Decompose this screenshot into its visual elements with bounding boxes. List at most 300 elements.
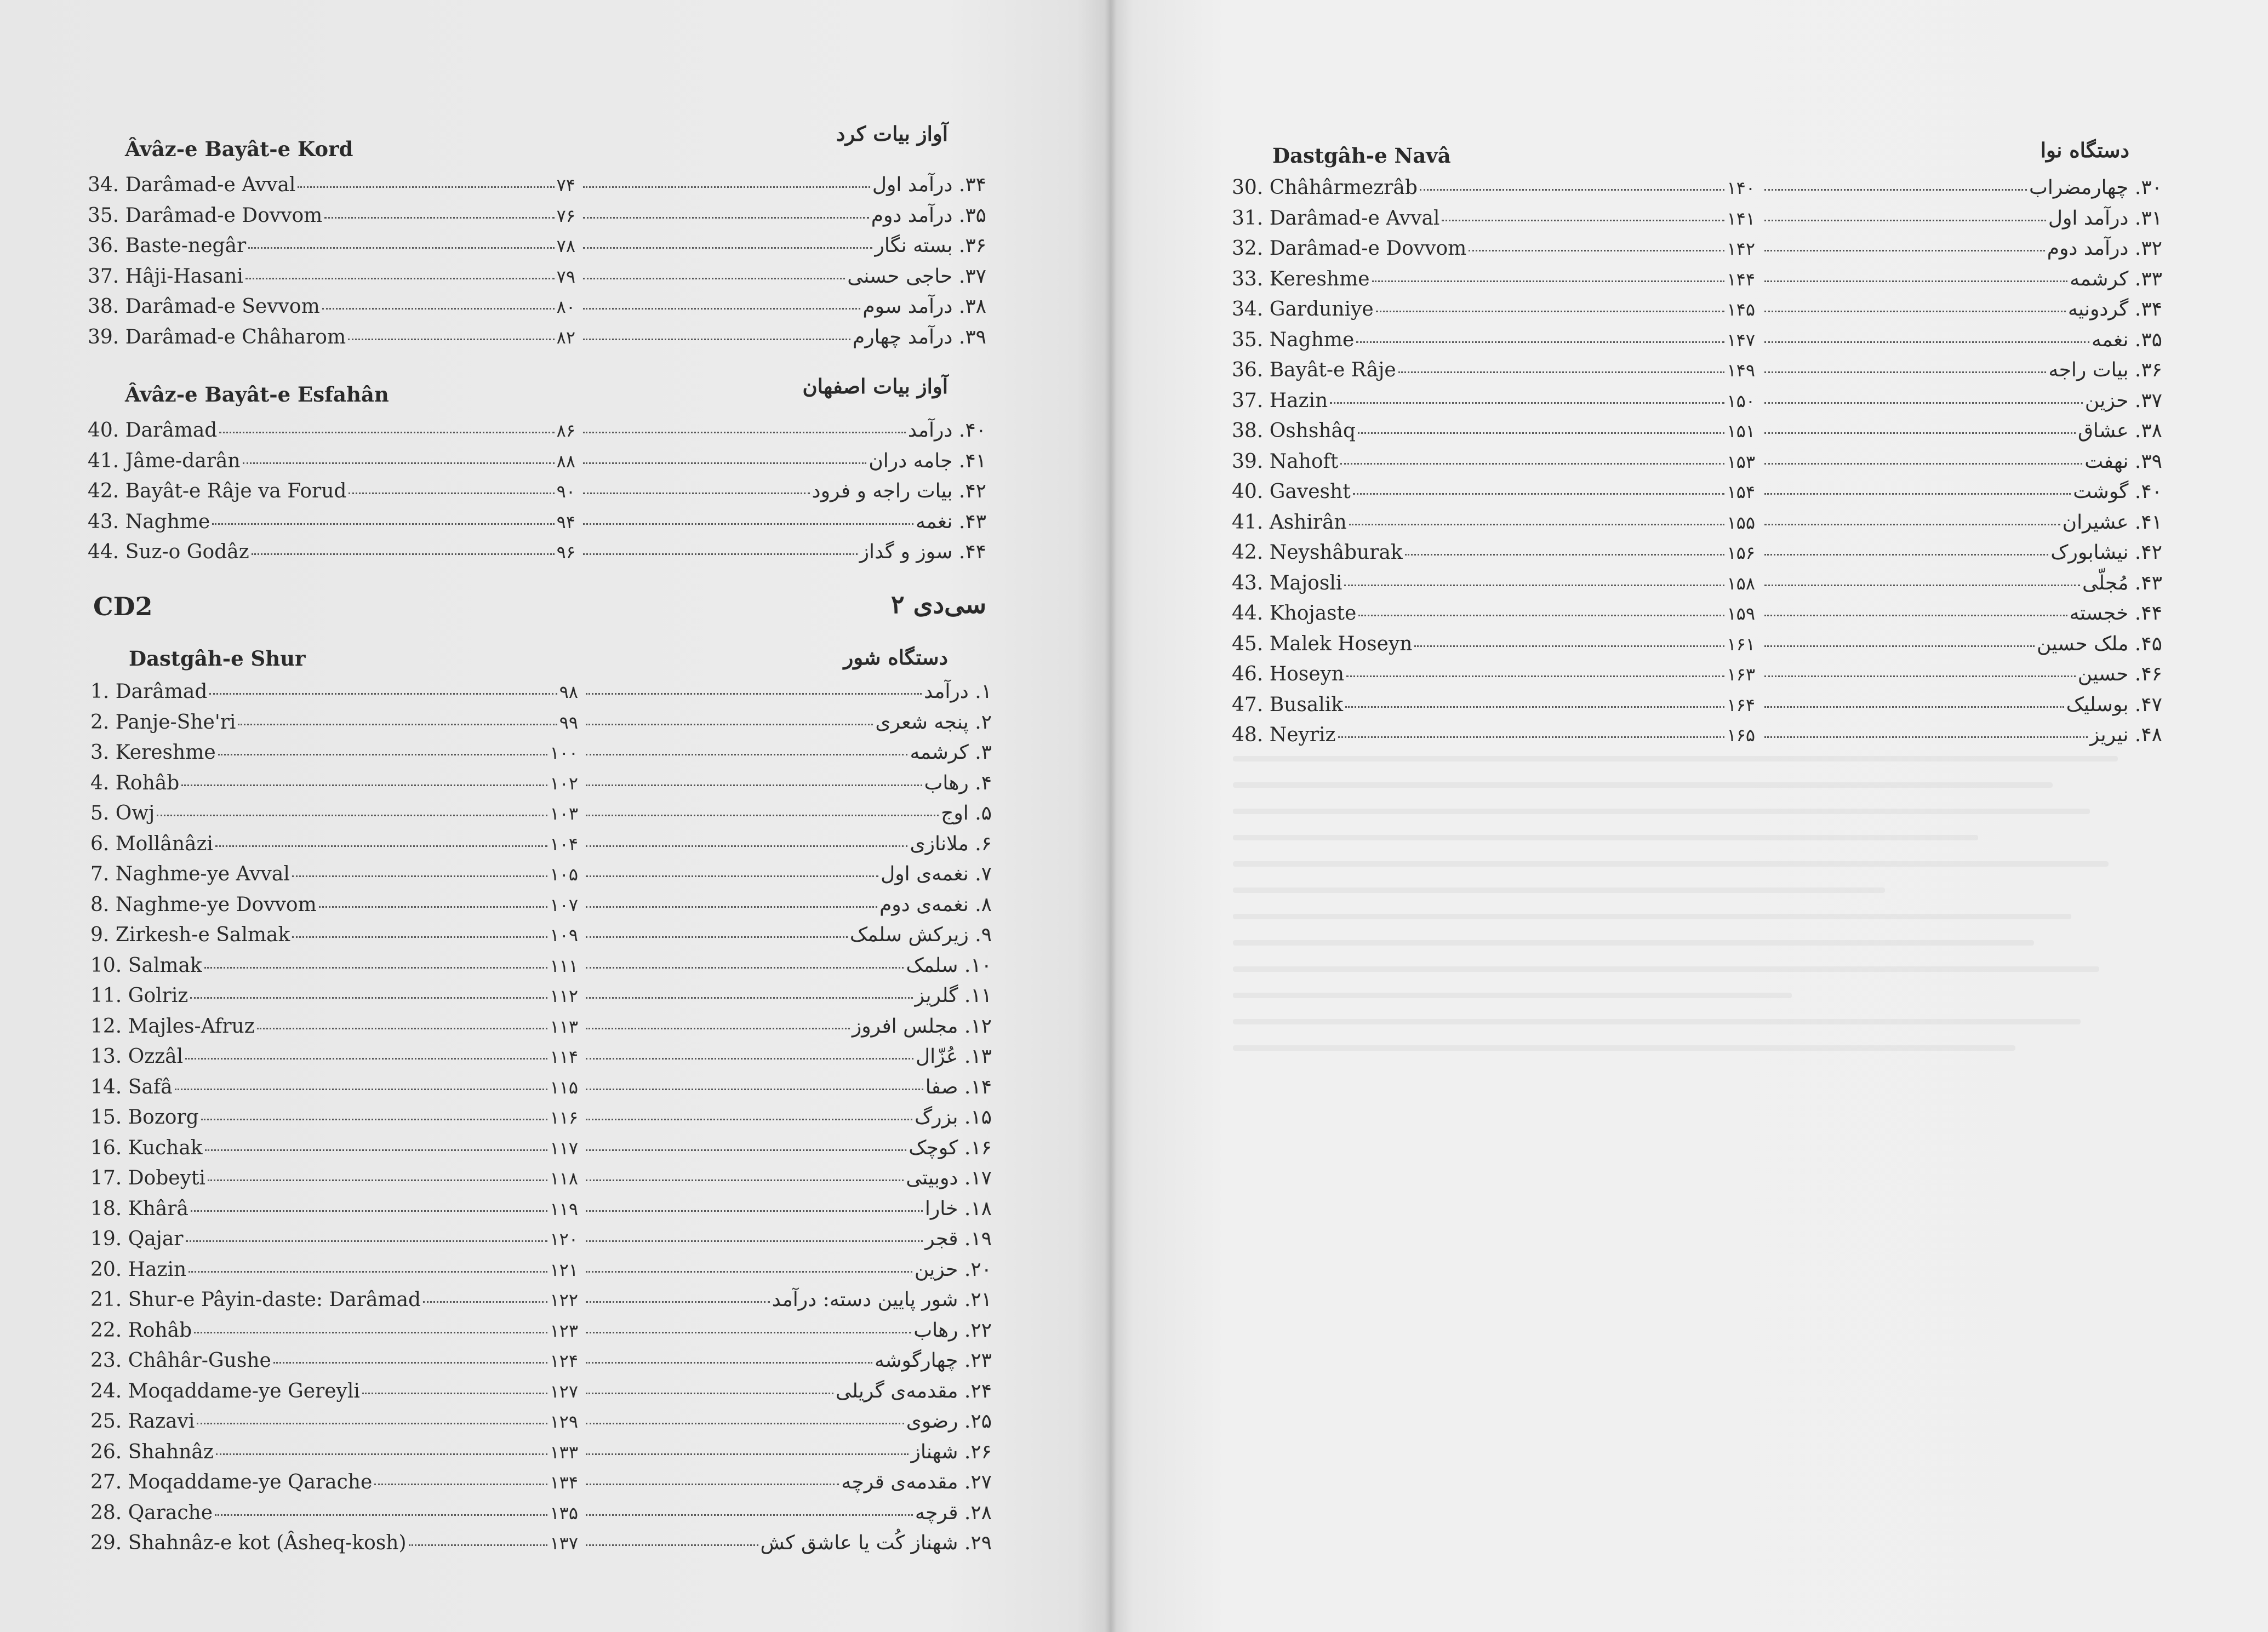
dot-leader (1372, 280, 1725, 282)
dot-leader (583, 493, 810, 494)
dot-leader (205, 1149, 548, 1151)
section-heading-persian: دستگاه شور (843, 645, 948, 669)
toc-entry (584, 1376, 992, 1407)
toc-entry (88, 446, 575, 477)
toc-entry (88, 322, 575, 353)
toc-entry (90, 677, 578, 707)
toc-entry-page: ۸۲ (556, 327, 575, 348)
toc-entry-page: ۱۱۴ (550, 1046, 578, 1067)
dot-leader (175, 1089, 548, 1090)
dot-leader (322, 308, 555, 310)
toc-entry (90, 1376, 578, 1407)
toc-entry-title: ۱. درآمد (924, 680, 992, 703)
toc-entry (90, 890, 578, 920)
toc-entry (581, 291, 986, 322)
dot-leader (1764, 554, 2048, 556)
toc-entry-title: 23. Châhâr-Gushe (90, 1349, 271, 1372)
toc-entry-title: 39. Nahoft (1232, 450, 1339, 473)
toc-entry (90, 920, 578, 950)
toc-entry-title: 32. Darâmad-e Dovvom (1232, 237, 1467, 260)
toc-entry-title: ۳۷. حاجی حسنی (847, 265, 986, 288)
dot-leader (257, 1028, 548, 1029)
toc-entry-title: ۳۷. حزین (2084, 389, 2162, 412)
toc-entry-title: ۳۸. درآمد سوم (862, 295, 986, 318)
dot-leader (212, 523, 554, 525)
toc-entry-title: ۴. رهاب (924, 771, 992, 794)
toc-entry (1232, 598, 1755, 629)
toc-entry (584, 829, 992, 860)
dot-leader (191, 1210, 548, 1212)
toc-entry (581, 415, 986, 446)
dot-leader (1469, 250, 1724, 251)
toc-entry (584, 1041, 992, 1072)
toc-entry-title: 37. Hâji-Hasani (88, 265, 243, 288)
dot-leader (1344, 585, 1724, 586)
dot-leader (1764, 220, 2046, 221)
toc-entry (584, 1315, 992, 1346)
toc-entry-title: 33. Kereshme (1232, 267, 1370, 290)
toc-entry-page: ۱۵۶ (1727, 542, 1755, 563)
toc-entry-page: ۱۰۴ (550, 833, 578, 855)
toc-entry-title: ۴۴. سوز و گداز (859, 541, 986, 563)
toc-entry (1232, 477, 1755, 507)
toc-persian-list (581, 170, 986, 352)
toc-entry-title: 40. Gavesht (1232, 480, 1351, 503)
toc-entry (584, 859, 992, 890)
toc-entry-page: ۱۳۵ (550, 1502, 578, 1524)
toc-entry-page: ۱۰۹ (550, 925, 578, 946)
toc-entry (1762, 659, 2162, 690)
toc-entry (90, 1133, 578, 1164)
dot-leader (185, 1058, 547, 1060)
toc-entry-title: 35. Darâmad-e Dovvom (88, 204, 323, 227)
toc-entry-title: 16. Kuchak (90, 1136, 203, 1159)
dot-leader (586, 1484, 839, 1485)
toc-latin-list (90, 677, 578, 1559)
dot-leader (583, 339, 850, 340)
dot-leader (586, 1514, 913, 1516)
toc-entry-page: ۱۶۱ (1727, 633, 1755, 655)
dot-leader (349, 493, 554, 494)
toc-entry (584, 768, 992, 799)
dot-leader (586, 1271, 912, 1273)
toc-entry (90, 798, 578, 829)
toc-persian-list (581, 415, 986, 568)
toc-entry (584, 920, 992, 950)
toc-entry (88, 201, 575, 231)
toc-entry-title: ۳۱. درآمد اول (2048, 207, 2162, 230)
toc-entry (1762, 264, 2162, 295)
toc-entry-title: ۳۸. عشاق (2077, 420, 2162, 442)
dot-leader (215, 845, 547, 847)
toc-entry (1232, 294, 1755, 325)
toc-entry (90, 1528, 578, 1559)
toc-entry-title: 36. Baste-negâr (88, 234, 247, 257)
dot-leader (586, 1028, 850, 1029)
dot-leader (1764, 585, 2080, 586)
toc-entry-page: ۱۵۹ (1727, 603, 1755, 624)
dot-leader (194, 1332, 547, 1333)
dot-leader (1764, 463, 2082, 465)
dot-leader (586, 754, 907, 755)
dot-leader (423, 1301, 547, 1303)
toc-entry (1762, 203, 2162, 234)
toc-entry-title: 18. Khârâ (90, 1197, 188, 1220)
toc-entry-title: 34. Garduniye (1232, 298, 1374, 320)
toc-entry-title: 22. Rohâb (90, 1319, 192, 1342)
toc-entry-title: ۱۹. قجر (925, 1228, 992, 1250)
dot-leader (1338, 736, 1725, 738)
toc-entry-title: ۶. ملانازی (910, 832, 992, 855)
toc-entry (1232, 264, 1755, 295)
toc-entry-title: 11. Golriz (90, 984, 188, 1007)
dot-leader (1398, 371, 1725, 373)
toc-entry-title: 39. Darâmad-e Châharom (88, 325, 346, 348)
toc-entry (584, 798, 992, 829)
toc-entry-page: ۱۴۴ (1727, 268, 1755, 290)
toc-entry (90, 1467, 578, 1498)
toc-entry-page: ۱۱۶ (550, 1107, 578, 1128)
dot-leader (586, 936, 848, 938)
toc-entry-title: ۴۵. ملک حسین (2036, 632, 2162, 655)
toc-entry-page: ۱۴۷ (1727, 329, 1755, 351)
toc-entry-title: 17. Dobeyti (90, 1167, 205, 1189)
dot-leader (219, 432, 554, 433)
toc-entry-page: ۱۱۹ (550, 1198, 578, 1219)
toc-entry-title: ۴۷. بوسلیک (2066, 693, 2162, 716)
toc-entry (90, 707, 578, 738)
dot-leader (586, 1119, 912, 1120)
toc-entry-title: 8. Naghme-ye Dovvom (90, 893, 317, 916)
dot-leader (586, 1179, 904, 1181)
toc-entry (584, 1285, 992, 1315)
toc-entry-title: ۳۶. بیات راجه (2048, 359, 2162, 381)
dot-leader (208, 1179, 548, 1181)
toc-entry-title: 3. Kereshme (90, 741, 216, 764)
dot-leader (1340, 463, 1724, 465)
toc-entry (90, 1224, 578, 1255)
toc-entry (1762, 294, 2162, 325)
toc-persian-list (584, 677, 992, 1559)
toc-entry-page: ۱۲۹ (550, 1411, 578, 1432)
toc-entry (584, 1437, 992, 1468)
toc-entry-page: ۸۶ (556, 420, 575, 441)
toc-entry-page: ۱۰۳ (550, 803, 578, 824)
toc-entry-title: 42. Neyshâburak (1232, 541, 1403, 564)
toc-entry-page: ۷۹ (556, 266, 575, 287)
toc-entry-title: ۲۷. مقدمه‌ی قرچه (841, 1471, 992, 1493)
dot-leader (324, 217, 554, 219)
toc-entry (581, 537, 986, 568)
toc-entry-page: ۱۲۳ (550, 1320, 578, 1341)
toc-entry (584, 1133, 992, 1164)
toc-entry-title: ۳۰. چهارمضراب (2029, 176, 2162, 199)
toc-entry-title: ۳. کرشمه (910, 741, 992, 764)
toc-entry (1762, 507, 2162, 538)
toc-entry-title: 2. Panje-She'ri (90, 711, 236, 734)
toc-latin-list (88, 415, 575, 568)
toc-entry (1232, 386, 1755, 416)
toc-entry (581, 507, 986, 537)
toc-entry-title: ۳۹. درآمد چهارم (852, 325, 986, 348)
toc-entry (1762, 446, 2162, 477)
toc-entry-title: 10. Salmak (90, 954, 202, 977)
toc-entry-title: 21. Shur-e Pâyin-daste: Darâmad (90, 1289, 421, 1311)
toc-entry-title: 9. Zirkesh-e Salmak (90, 924, 290, 946)
dot-leader (1345, 706, 1724, 708)
toc-entry-title: ۳۲. درآمد دوم (2047, 237, 2162, 260)
dot-leader (1330, 402, 1724, 404)
toc-entry (90, 1163, 578, 1194)
toc-entry (88, 476, 575, 507)
dot-leader (157, 815, 547, 816)
toc-entry-title: 36. Bayât-e Râje (1232, 359, 1396, 381)
toc-entry-title: ۱۴. صفا (925, 1075, 992, 1098)
toc-entry-title: 7. Naghme-ye Avval (90, 863, 290, 885)
dot-leader (1376, 311, 1725, 312)
toc-entry-page: ۱۴۰ (1727, 177, 1755, 198)
dot-leader (362, 1393, 548, 1394)
toc-entry-title: 25. Razavi (90, 1410, 195, 1433)
toc-entry-title: 19. Qajar (90, 1228, 184, 1250)
toc-entry-title: 45. Malek Hoseyn (1232, 632, 1413, 655)
toc-entry-page: ۹۴ (556, 511, 575, 532)
toc-entry-title: 43. Majosli (1232, 571, 1342, 594)
toc-entry (90, 1194, 578, 1224)
dot-leader (1349, 524, 1725, 525)
toc-entry-page: ۱۳۷ (550, 1533, 578, 1554)
dot-leader (586, 784, 922, 786)
dot-leader (583, 462, 866, 464)
toc-entry-page: ۹۹ (559, 712, 578, 733)
dot-leader (586, 967, 904, 969)
toc-entry-page: ۷۴ (556, 175, 575, 196)
toc-entry-title: ۳۴. درآمد اول (872, 174, 986, 196)
toc-entry-title: ۱۸. خارا (924, 1197, 992, 1220)
section-heading-latin: Âvâz-e Bayât-e Esfahân (125, 382, 389, 406)
dot-leader (181, 784, 547, 786)
dot-leader (586, 875, 878, 877)
toc-entry-title: 47. Busalik (1232, 693, 1344, 716)
toc-entry-page: ۸۸ (556, 450, 575, 472)
dot-leader (583, 523, 913, 525)
toc-entry-page: ۱۲۴ (550, 1350, 578, 1371)
dot-leader (409, 1544, 548, 1546)
dot-leader (204, 967, 548, 969)
toc-entry (1232, 629, 1755, 660)
dot-leader (1764, 311, 2066, 312)
toc-persian-list (1762, 173, 2162, 751)
dot-leader (586, 815, 939, 816)
toc-entry (1762, 325, 2162, 356)
toc-entry (584, 1345, 992, 1376)
toc-entry-title: ۱۵. بزرگ (914, 1106, 992, 1129)
dot-leader (586, 1362, 872, 1364)
dot-leader (1764, 280, 2067, 282)
toc-entry (584, 1163, 992, 1194)
left-page (0, 0, 1110, 1632)
toc-entry (1762, 690, 2162, 720)
dot-leader (216, 1453, 548, 1455)
toc-entry-title: ۳۶. بسته نگار (875, 234, 986, 257)
toc-entry (1232, 355, 1755, 386)
toc-entry (584, 950, 992, 981)
toc-entry-page: ۱۶۴ (1727, 694, 1755, 715)
dot-leader (292, 936, 547, 938)
toc-entry (90, 981, 578, 1011)
dot-leader (1764, 341, 2089, 343)
toc-entry-title: ۹. زیرکش سلمک (849, 924, 992, 946)
toc-entry-page: ۹۸ (559, 682, 578, 702)
toc-entry-page: ۱۲۷ (550, 1381, 578, 1402)
dot-leader (298, 186, 554, 188)
toc-entry-page: ۱۶۳ (1727, 664, 1755, 685)
toc-entry-title: ۱۳. عُزّال (915, 1045, 992, 1068)
dot-leader (586, 1453, 909, 1455)
toc-entry (88, 170, 575, 201)
dot-leader (586, 1058, 913, 1060)
toc-entry (90, 1072, 578, 1103)
toc-entry-title: ۴۴. خجسته (2069, 602, 2162, 625)
toc-entry-title: 1. Darâmad (90, 680, 208, 703)
toc-entry (90, 1498, 578, 1528)
cd-label-persian: سی‌دی ۲ (890, 589, 986, 619)
toc-entry-page: ۱۱۱ (550, 955, 578, 976)
toc-entry-title: 13. Ozzâl (90, 1045, 184, 1068)
toc-entry-title: ۳۵. نغمه (2091, 328, 2162, 351)
dot-leader (583, 432, 906, 433)
toc-entry-page: ۱۰۲ (550, 772, 578, 794)
dot-leader (583, 278, 845, 279)
toc-entry (584, 737, 992, 768)
toc-entry (584, 1224, 992, 1255)
toc-entry-title: 26. Shahnâz (90, 1440, 214, 1463)
toc-entry-title: 44. Khojaste (1232, 602, 1357, 625)
toc-entry-page: ۱۴۱ (1727, 208, 1755, 229)
toc-entry (90, 1255, 578, 1285)
book-gutter (1105, 0, 1117, 1632)
toc-entry-page: ۷۶ (556, 205, 575, 226)
dot-leader (374, 1484, 547, 1485)
toc-entry (1762, 568, 2162, 599)
toc-entry-title: ۸. نغمه‌ی دوم (879, 893, 992, 916)
toc-entry (1232, 446, 1755, 477)
toc-entry-title: ۴۸. نیریز (2089, 724, 2162, 746)
toc-entry-page: ۱۲۲ (550, 1290, 578, 1310)
dot-leader (245, 278, 555, 279)
toc-entry-title: ۴۰. گوشت (2073, 480, 2162, 503)
toc-entry (1762, 598, 2162, 629)
dot-leader (583, 553, 858, 555)
toc-entry (1762, 629, 2162, 660)
dot-leader (583, 308, 860, 310)
toc-entry (1232, 233, 1755, 264)
toc-entry (584, 1011, 992, 1042)
toc-entry-title: 38. Oshshâq (1232, 420, 1356, 442)
toc-entry-page: ۹۶ (556, 542, 575, 563)
dot-leader (186, 1240, 548, 1242)
dot-leader (209, 693, 557, 695)
toc-entry (90, 1315, 578, 1346)
dot-leader (586, 845, 907, 847)
toc-entry-page: ۸۰ (556, 296, 575, 317)
toc-entry (88, 291, 575, 322)
dot-leader (583, 217, 869, 219)
toc-entry (584, 707, 992, 738)
toc-entry (1232, 325, 1755, 356)
toc-entry-title: 37. Hazin (1232, 389, 1328, 412)
toc-entry-title: ۱۲. مجلس افروز (852, 1015, 992, 1038)
toc-entry-title: ۴۶. حسین (2077, 663, 2162, 685)
toc-entry-title: ۲۴. مقدمه‌ی گریلی (835, 1379, 992, 1402)
toc-entry (90, 1011, 578, 1042)
toc-entry-title: ۳۳. کرشمه (2070, 267, 2162, 290)
toc-entry-title: 41. Ashirân (1232, 511, 1347, 534)
section-heading-latin: Dastgâh-e Shur (129, 646, 306, 671)
toc-entry-title: 24. Moqaddame-ye Gereyli (90, 1379, 360, 1402)
toc-entry-page: ۱۵۵ (1727, 512, 1755, 533)
toc-entry-title: 35. Naghme (1232, 328, 1355, 351)
toc-entry-title: ۴۰. درآمد (907, 419, 986, 442)
toc-entry-page: ۱۵۳ (1727, 451, 1755, 472)
toc-entry-title: ۴۲. بیات راجه و فرود (812, 480, 986, 502)
toc-entry-title: ۱۱. گلریز (915, 984, 992, 1007)
toc-entry-title: ۲۰. حزین (914, 1258, 992, 1281)
dot-leader (583, 247, 872, 249)
dot-leader (1764, 615, 2067, 616)
toc-entry-title: 44. Suz-o Godâz (88, 541, 249, 563)
toc-entry (90, 737, 578, 768)
toc-entry-title: ۱۷. دوبیتی (906, 1167, 992, 1189)
toc-entry-title: ۲۶. شهناز (911, 1440, 992, 1463)
dot-leader (218, 754, 548, 755)
toc-entry (1762, 720, 2162, 751)
toc-entry-page: ۱۰۵ (550, 864, 578, 885)
dot-leader (586, 1332, 911, 1333)
dot-leader (586, 1423, 904, 1424)
toc-entry (90, 1437, 578, 1468)
toc-entry-title: ۲۲. رهاب (913, 1319, 992, 1342)
dot-leader (273, 1362, 548, 1364)
dot-leader (292, 875, 548, 877)
toc-entry (88, 507, 575, 537)
dot-leader (1356, 341, 1724, 343)
toc-entry-page: ۱۴۲ (1727, 238, 1755, 259)
toc-entry-page: ۱۱۸ (550, 1168, 578, 1189)
dot-leader (1764, 371, 2046, 373)
toc-entry-page: ۱۵۰ (1727, 390, 1755, 411)
toc-entry-title: 34. Darâmad-e Avval (88, 174, 296, 196)
toc-entry-page: ۱۰۷ (550, 894, 578, 915)
toc-entry (1232, 507, 1755, 538)
dot-leader (586, 1240, 923, 1242)
section-heading-persian: آواز بیات اصفهان (802, 374, 948, 398)
toc-entry (584, 1528, 992, 1559)
section-heading-latin: Dastgâh-e Navâ (1272, 144, 1451, 168)
toc-entry (1762, 233, 2162, 264)
toc-entry-title: 48. Neyriz (1232, 724, 1336, 746)
dot-leader (586, 997, 913, 999)
toc-entry (581, 201, 986, 231)
dot-leader (215, 1514, 547, 1516)
toc-entry (584, 677, 992, 707)
toc-entry (1232, 690, 1755, 720)
toc-entry-title: ۳۹. نهفت (2084, 450, 2162, 473)
toc-entry-title: 5. Owj (90, 802, 155, 824)
toc-entry (584, 981, 992, 1011)
toc-entry (584, 1406, 992, 1437)
toc-entry-title: ۴۳. نغمه (915, 510, 986, 533)
